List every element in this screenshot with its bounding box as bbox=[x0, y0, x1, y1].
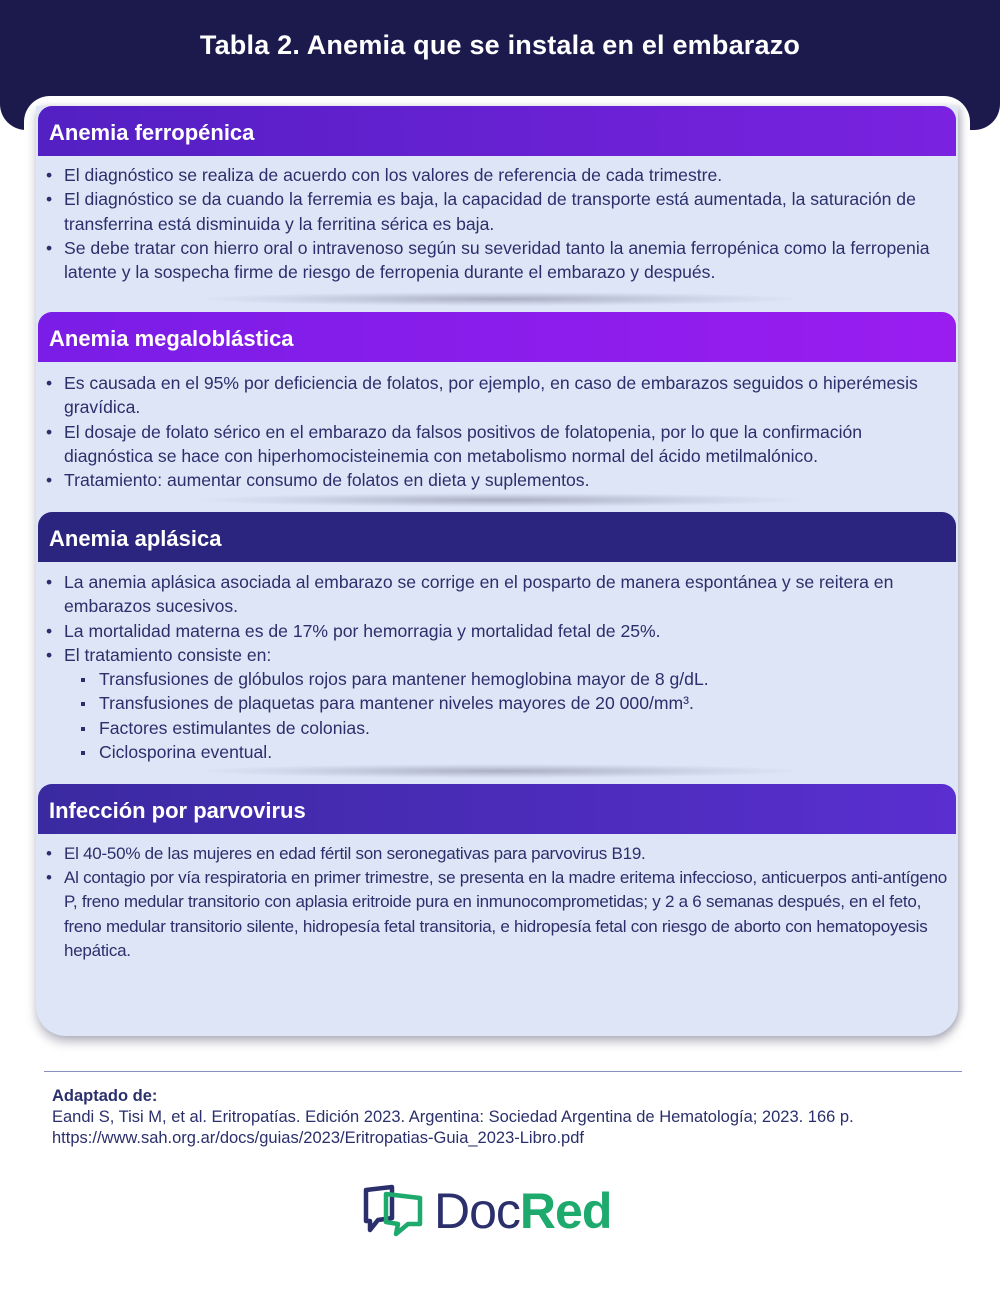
section-body-anemia-ferropenica bbox=[46, 163, 951, 284]
list-item-text: El tratamiento consiste en: bbox=[64, 644, 272, 665]
page-title: Tabla 2. Anemia que se instala en el embarazo bbox=[199, 30, 801, 60]
footer-divider bbox=[44, 1071, 962, 1072]
source-url: https://www.sah.org.ar/docs/guias/2023/Eritropatias-Guia_2023-Libro.pdf bbox=[52, 1129, 584, 1147]
chat-bubbles-icon bbox=[362, 1184, 426, 1238]
docred-logo bbox=[362, 1180, 662, 1242]
list-item: • El dosaje de folato sérico en el embarazo da falsos positivos de folatopenia, por lo que la confirmación diagnóstica se hace con hiperhomocisteinemia con metabolismo normal del ácido metilmalónico. bbox=[46, 420, 951, 469]
section-header-anemia-megaloblastica: Anemia megaloblástica bbox=[38, 312, 956, 362]
list-item: • Se debe tratar con hierro oral o intravenoso según su severidad tanto la anemia ferropénica como la ferropenia latente y la sospecha firme de riesgo de ferropenia durante el embarazo y después. bbox=[46, 236, 951, 285]
section-divider bbox=[200, 493, 800, 507]
section-body-infeccion-parvovirus bbox=[46, 842, 951, 963]
source-title: Adaptado de: bbox=[52, 1087, 158, 1105]
sub-list-item: Ciclosporina eventual. bbox=[64, 740, 951, 764]
list-item: • Al contagio por vía respiratoria en primer trimestre, se presenta en la madre eritema infeccioso, anticuerpos anti-antígeno P, freno medular transitorio con aplasia eritroide pura en inmunocomprometidas; y 2 a 6 semanas después, en el feto, freno medular transitorio silente, hidropesía fetal transitoria, e hidropesía fetal con riesgo de aborto con hematopoyesis hepática. bbox=[46, 866, 951, 963]
section-body-anemia-aplasica bbox=[46, 570, 951, 764]
bullet-list bbox=[46, 570, 951, 764]
logo-text-red: Red bbox=[519, 1183, 612, 1239]
section-body-anemia-megaloblastica bbox=[46, 371, 951, 492]
list-item: • El 40-50% de las mujeres en edad fértil son seronegativas para parvovirus B19. bbox=[46, 842, 951, 866]
list-item: • Es causada en el 95% por deficiencia de folatos, por ejemplo, en caso de embarazos seguidos o hiperémesis gravídica. bbox=[46, 371, 951, 420]
list-item: • Tratamiento: aumentar consumo de folatos en dieta y suplementos. bbox=[46, 468, 951, 492]
list-item: • La anemia aplásica asociada al embarazo se corrige en el posparto de manera espontánea y se reitera en embarazos sucesivos. bbox=[46, 570, 951, 619]
citation-text: Eandi S, Tisi M, et al. Eritropatías. Edición 2023. Argentina: Sociedad Argentina de Hematología; 2023. 166 p. bbox=[52, 1108, 854, 1126]
section-header-anemia-aplasica: Anemia aplásica bbox=[38, 512, 956, 562]
sub-list-item: Factores estimulantes de colonias. bbox=[64, 716, 951, 740]
list-item: • El diagnóstico se realiza de acuerdo con los valores de referencia de cada trimestre. bbox=[46, 163, 951, 187]
source-citation bbox=[52, 1086, 972, 1149]
bullet-list bbox=[46, 163, 951, 284]
sub-bullet-list bbox=[64, 667, 951, 764]
list-item: • La mortalidad materna es de 17% por hemorragia y mortalidad fetal de 25%. bbox=[46, 619, 951, 643]
bullet-list bbox=[46, 371, 951, 492]
section-divider bbox=[200, 764, 800, 778]
sub-list-item: Transfusiones de plaquetas para mantener niveles mayores de 20 000/mm³. bbox=[64, 691, 951, 715]
bullet-list bbox=[46, 842, 951, 963]
section-divider bbox=[200, 292, 800, 306]
section-header-anemia-ferropenica: Anemia ferropénica bbox=[38, 106, 956, 156]
section-header-infeccion-parvovirus: Infección por parvovirus bbox=[38, 784, 956, 834]
list-item bbox=[46, 643, 951, 764]
logo-text-doc: Doc bbox=[434, 1183, 520, 1239]
sub-list-item: Transfusiones de glóbulos rojos para mantener hemoglobina mayor de 8 g/dL. bbox=[64, 667, 951, 691]
logo-wordmark bbox=[434, 1180, 611, 1242]
list-item: • El diagnóstico se da cuando la ferremia es baja, la capacidad de transporte está aumentada, la saturación de transferrina está disminuida y la ferritina sérica es baja. bbox=[46, 187, 951, 236]
